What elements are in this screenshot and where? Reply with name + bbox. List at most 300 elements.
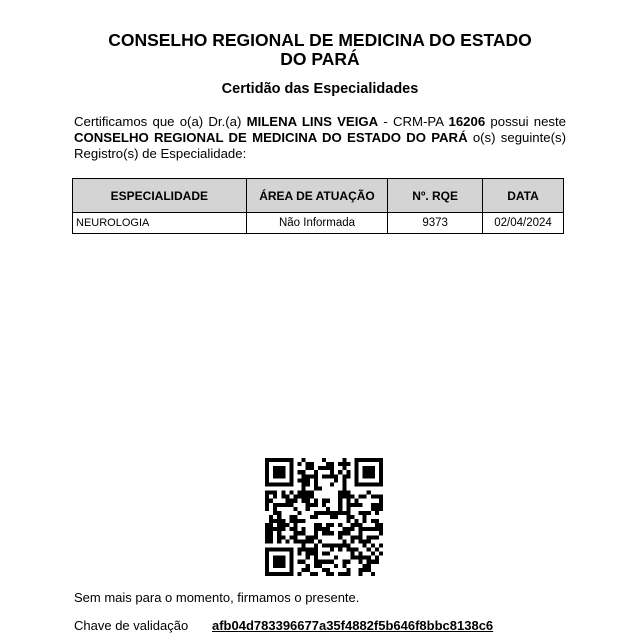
qr-module — [302, 482, 306, 486]
qr-module — [322, 499, 326, 503]
qr-module — [346, 511, 350, 515]
qr-module — [350, 503, 354, 507]
qr-module — [367, 539, 371, 543]
qr-module — [379, 458, 383, 462]
qr-module — [285, 523, 289, 527]
title-line-2: DO PARÁ — [280, 49, 360, 69]
qr-module — [334, 511, 338, 515]
qr-module — [265, 572, 269, 576]
qr-module — [342, 543, 346, 547]
qr-module — [314, 482, 318, 486]
qr-module — [379, 507, 383, 511]
qr-module — [371, 560, 375, 564]
qr-module — [273, 564, 277, 568]
qr-module — [277, 519, 281, 523]
qr-module — [371, 474, 375, 478]
qr-module — [318, 539, 322, 543]
qr-module — [281, 527, 285, 531]
qr-module — [281, 560, 285, 564]
qr-module — [322, 568, 326, 572]
council-name: CONSELHO REGIONAL DE MEDICINA DO ESTADO DO PARÁ — [74, 130, 468, 145]
certificate-paragraph — [74, 114, 566, 162]
qr-module — [379, 478, 383, 482]
qr-module — [346, 474, 350, 478]
qr-module — [359, 539, 363, 543]
qr-module — [273, 560, 277, 564]
qr-module — [306, 507, 310, 511]
qr-module — [314, 486, 318, 490]
qr-module — [363, 556, 367, 560]
qr-module — [269, 491, 273, 495]
qr-module — [314, 531, 318, 535]
qr-module — [346, 572, 350, 576]
qr-module — [318, 486, 322, 490]
qr-module — [265, 491, 269, 495]
qr-module — [371, 527, 375, 531]
qr-module — [314, 478, 318, 482]
qr-module — [265, 552, 269, 556]
qr-module — [334, 474, 338, 478]
qr-module — [367, 527, 371, 531]
qr-module — [342, 462, 346, 466]
qr-module — [359, 523, 363, 527]
doctor-name: MILENA LINS VEIGA — [246, 114, 379, 129]
qr-module — [314, 515, 318, 519]
qr-module — [359, 482, 363, 486]
qr-module — [289, 470, 293, 474]
qr-module — [318, 466, 322, 470]
qr-module — [310, 491, 314, 495]
qr-module — [289, 548, 293, 552]
qr-module — [371, 519, 375, 523]
qr-module — [310, 503, 314, 507]
qr-module — [371, 543, 375, 547]
qr-module — [326, 523, 330, 527]
qr-module — [350, 539, 354, 543]
qr-module — [322, 511, 326, 515]
qr-module — [359, 556, 363, 560]
qr-module — [346, 462, 350, 466]
cell-data: 02/04/2024 — [483, 213, 564, 234]
qr-module — [314, 543, 318, 547]
header-data: DATA — [483, 179, 564, 213]
qr-module — [379, 462, 383, 466]
qr-module — [265, 462, 269, 466]
qr-module — [363, 543, 367, 547]
qr-module — [277, 523, 281, 527]
qr-module — [338, 531, 342, 535]
qr-module — [289, 556, 293, 560]
qr-module — [281, 470, 285, 474]
qr-code — [265, 458, 383, 576]
closing-text: Sem mais para o momento, firmamos o presente. — [74, 590, 360, 605]
qr-module — [281, 458, 285, 462]
qr-module — [265, 535, 269, 539]
qr-module — [306, 491, 310, 495]
qr-module — [289, 560, 293, 564]
qr-module — [293, 507, 297, 511]
qr-module — [338, 523, 342, 527]
qr-module — [298, 572, 302, 576]
qr-module — [318, 523, 322, 527]
qr-module — [277, 458, 281, 462]
qr-module — [355, 519, 359, 523]
qr-module — [277, 466, 281, 470]
qr-module — [322, 560, 326, 564]
qr-module — [322, 527, 326, 531]
qr-module — [306, 503, 310, 507]
qr-module — [367, 564, 371, 568]
qr-module — [273, 556, 277, 560]
qr-module — [310, 462, 314, 466]
qr-module — [322, 531, 326, 535]
qr-module — [326, 466, 330, 470]
table-row — [73, 213, 564, 234]
qr-module — [265, 458, 269, 462]
qr-module — [379, 466, 383, 470]
qr-module — [346, 470, 350, 474]
qr-module — [375, 482, 379, 486]
qr-module — [289, 458, 293, 462]
qr-module — [379, 470, 383, 474]
qr-module — [342, 495, 346, 499]
qr-module — [355, 482, 359, 486]
qr-module — [265, 560, 269, 564]
qr-module — [330, 462, 334, 466]
qr-module — [281, 503, 285, 507]
qr-module — [302, 568, 306, 572]
qr-module — [302, 486, 306, 490]
qr-module — [289, 466, 293, 470]
qr-module — [273, 507, 277, 511]
header-especialidade: ESPECIALIDADE — [73, 179, 247, 213]
qr-module — [322, 543, 326, 547]
qr-module — [367, 548, 371, 552]
validation-key-link[interactable]: afb04d783396677a35f4882f5b646f8bbc8138c6 — [212, 618, 494, 633]
qr-module — [314, 523, 318, 527]
qr-module — [277, 535, 281, 539]
qr-module — [273, 466, 277, 470]
text: o(s) seguinte(s) Registro(s) de Especialidade: — [74, 130, 566, 161]
qr-module — [273, 572, 277, 576]
qr-module — [350, 527, 354, 531]
qr-module — [371, 507, 375, 511]
qr-module — [289, 552, 293, 556]
qr-module — [269, 519, 273, 523]
qr-module — [306, 564, 310, 568]
qr-module — [379, 499, 383, 503]
qr-module — [330, 474, 334, 478]
qr-module — [338, 499, 342, 503]
qr-module — [302, 478, 306, 482]
qr-module — [277, 531, 281, 535]
qr-module — [346, 560, 350, 564]
qr-module — [310, 552, 314, 556]
qr-module — [375, 458, 379, 462]
qr-module — [306, 535, 310, 539]
qr-module — [293, 531, 297, 535]
qr-module — [330, 466, 334, 470]
qr-module — [269, 458, 273, 462]
qr-module — [289, 535, 293, 539]
specialties-table — [72, 178, 564, 234]
text: - CRM-PA — [378, 114, 449, 129]
qr-module — [289, 474, 293, 478]
qr-module — [310, 515, 314, 519]
qr-module — [330, 548, 334, 552]
qr-module — [367, 568, 371, 572]
qr-module — [363, 482, 367, 486]
qr-module — [306, 462, 310, 466]
qr-module — [314, 560, 318, 564]
qr-module — [371, 466, 375, 470]
qr-module — [355, 535, 359, 539]
qr-module — [314, 511, 318, 515]
qr-module — [375, 556, 379, 560]
qr-module — [281, 466, 285, 470]
qr-module — [326, 568, 330, 572]
qr-module — [346, 515, 350, 519]
qr-module — [375, 548, 379, 552]
qr-module — [285, 548, 289, 552]
qr-module — [293, 527, 297, 531]
header-rqe: Nº. RQE — [388, 179, 483, 213]
qr-module — [265, 507, 269, 511]
qr-module — [269, 535, 273, 539]
qr-module — [306, 495, 310, 499]
qr-module — [273, 482, 277, 486]
qr-module — [289, 503, 293, 507]
qr-module — [302, 499, 306, 503]
qr-module — [326, 560, 330, 564]
qr-module — [379, 523, 383, 527]
qr-module — [265, 474, 269, 478]
qr-module — [302, 527, 306, 531]
qr-module — [367, 556, 371, 560]
text: possui neste — [485, 114, 567, 129]
qr-module — [375, 511, 379, 515]
qr-module — [314, 535, 318, 539]
qr-module — [265, 495, 269, 499]
qr-module — [342, 560, 346, 564]
qr-module — [314, 527, 318, 531]
qr-module — [330, 515, 334, 519]
qr-module — [346, 519, 350, 523]
qr-module — [273, 470, 277, 474]
qr-module — [277, 564, 281, 568]
crm-number: 16206 — [448, 114, 486, 129]
qr-module — [298, 462, 302, 466]
qr-module — [355, 478, 359, 482]
qr-module — [289, 527, 293, 531]
qr-module — [326, 474, 330, 478]
qr-module — [346, 548, 350, 552]
qr-module — [326, 543, 330, 547]
qr-module — [314, 499, 318, 503]
qr-module — [379, 531, 383, 535]
qr-module — [363, 495, 367, 499]
cell-especialidade: NEUROLOGIA — [73, 213, 247, 234]
qr-module — [359, 527, 363, 531]
qr-module — [379, 482, 383, 486]
qr-module — [342, 458, 346, 462]
qr-module — [302, 560, 306, 564]
qr-module — [355, 470, 359, 474]
cell-area-atuacao: Não Informada — [246, 213, 388, 234]
qr-module — [334, 478, 338, 482]
qr-module — [314, 564, 318, 568]
qr-module — [355, 548, 359, 552]
qr-module — [277, 527, 281, 531]
qr-module — [314, 474, 318, 478]
qr-module — [302, 548, 306, 552]
qr-module — [302, 519, 306, 523]
qr-module — [273, 503, 277, 507]
qr-module — [355, 466, 359, 470]
qr-module — [342, 511, 346, 515]
validation-label: Chave de validação — [74, 618, 189, 633]
qr-module — [367, 535, 371, 539]
qr-module — [285, 499, 289, 503]
qr-module — [379, 527, 383, 531]
qr-module — [318, 560, 322, 564]
qr-module — [273, 474, 277, 478]
qr-module — [298, 539, 302, 543]
qr-module — [269, 515, 273, 519]
qr-module — [265, 568, 269, 572]
qr-module — [265, 523, 269, 527]
qr-module — [338, 491, 342, 495]
qr-module — [273, 511, 277, 515]
qr-module — [277, 515, 281, 519]
qr-module — [269, 539, 273, 543]
qr-module — [277, 539, 281, 543]
qr-module — [355, 474, 359, 478]
qr-module — [293, 519, 297, 523]
qr-module — [289, 482, 293, 486]
qr-module — [322, 552, 326, 556]
qr-module — [265, 564, 269, 568]
qr-module — [363, 519, 367, 523]
qr-module — [350, 556, 354, 560]
qr-module — [346, 491, 350, 495]
qr-module — [314, 548, 318, 552]
qr-module — [367, 474, 371, 478]
qr-module — [355, 458, 359, 462]
document-title — [0, 31, 640, 69]
qr-module — [355, 503, 359, 507]
qr-module — [371, 535, 375, 539]
qr-module — [298, 470, 302, 474]
qr-module — [367, 458, 371, 462]
qr-module — [367, 466, 371, 470]
qr-module — [281, 474, 285, 478]
qr-module — [338, 503, 342, 507]
text: Certificamos que o(a) Dr.(a) — [74, 114, 247, 129]
qr-module — [265, 503, 269, 507]
qr-module — [298, 531, 302, 535]
qr-module — [310, 474, 314, 478]
qr-module — [277, 560, 281, 564]
qr-module — [298, 560, 302, 564]
qr-module — [355, 556, 359, 560]
qr-module — [355, 523, 359, 527]
qr-module — [314, 556, 318, 560]
qr-module — [375, 535, 379, 539]
qr-module — [318, 564, 322, 568]
qr-module — [359, 560, 363, 564]
qr-module — [371, 572, 375, 576]
qr-module — [346, 568, 350, 572]
qr-module — [285, 539, 289, 543]
qr-module — [306, 548, 310, 552]
qr-module — [375, 507, 379, 511]
qr-module — [265, 499, 269, 503]
qr-module — [342, 539, 346, 543]
qr-module — [298, 519, 302, 523]
qr-module — [363, 527, 367, 531]
qr-module — [302, 539, 306, 543]
qr-module — [379, 503, 383, 507]
qr-module — [302, 491, 306, 495]
qr-module — [281, 572, 285, 576]
qr-module — [322, 503, 326, 507]
qr-module — [363, 511, 367, 515]
qr-module — [334, 564, 338, 568]
qr-module — [298, 548, 302, 552]
qr-module — [265, 470, 269, 474]
qr-module — [269, 527, 273, 531]
qr-module — [289, 564, 293, 568]
qr-module — [277, 474, 281, 478]
qr-module — [306, 482, 310, 486]
qr-module — [306, 539, 310, 543]
qr-module — [326, 462, 330, 466]
qr-module — [330, 523, 334, 527]
qr-module — [359, 535, 363, 539]
qr-module — [310, 495, 314, 499]
qr-module — [269, 531, 273, 535]
qr-module — [350, 495, 354, 499]
qr-module — [359, 511, 363, 515]
qr-module — [281, 535, 285, 539]
qr-module — [359, 568, 363, 572]
qr-module — [265, 482, 269, 486]
qr-module — [269, 482, 273, 486]
qr-module — [273, 495, 277, 499]
qr-module — [342, 486, 346, 490]
qr-module — [350, 548, 354, 552]
qr-module — [338, 462, 342, 466]
qr-module — [363, 466, 367, 470]
qr-module — [363, 470, 367, 474]
qr-module — [342, 482, 346, 486]
qr-module — [322, 458, 326, 462]
qr-module — [281, 491, 285, 495]
qr-module — [359, 531, 363, 535]
qr-module — [359, 495, 363, 499]
qr-module — [306, 474, 310, 478]
qr-module — [326, 552, 330, 556]
qr-module — [293, 515, 297, 519]
qr-module — [302, 458, 306, 462]
qr-module — [338, 511, 342, 515]
qr-module — [285, 503, 289, 507]
qr-module — [302, 474, 306, 478]
qr-module — [285, 495, 289, 499]
qr-module — [350, 515, 354, 519]
qr-module — [334, 543, 338, 547]
